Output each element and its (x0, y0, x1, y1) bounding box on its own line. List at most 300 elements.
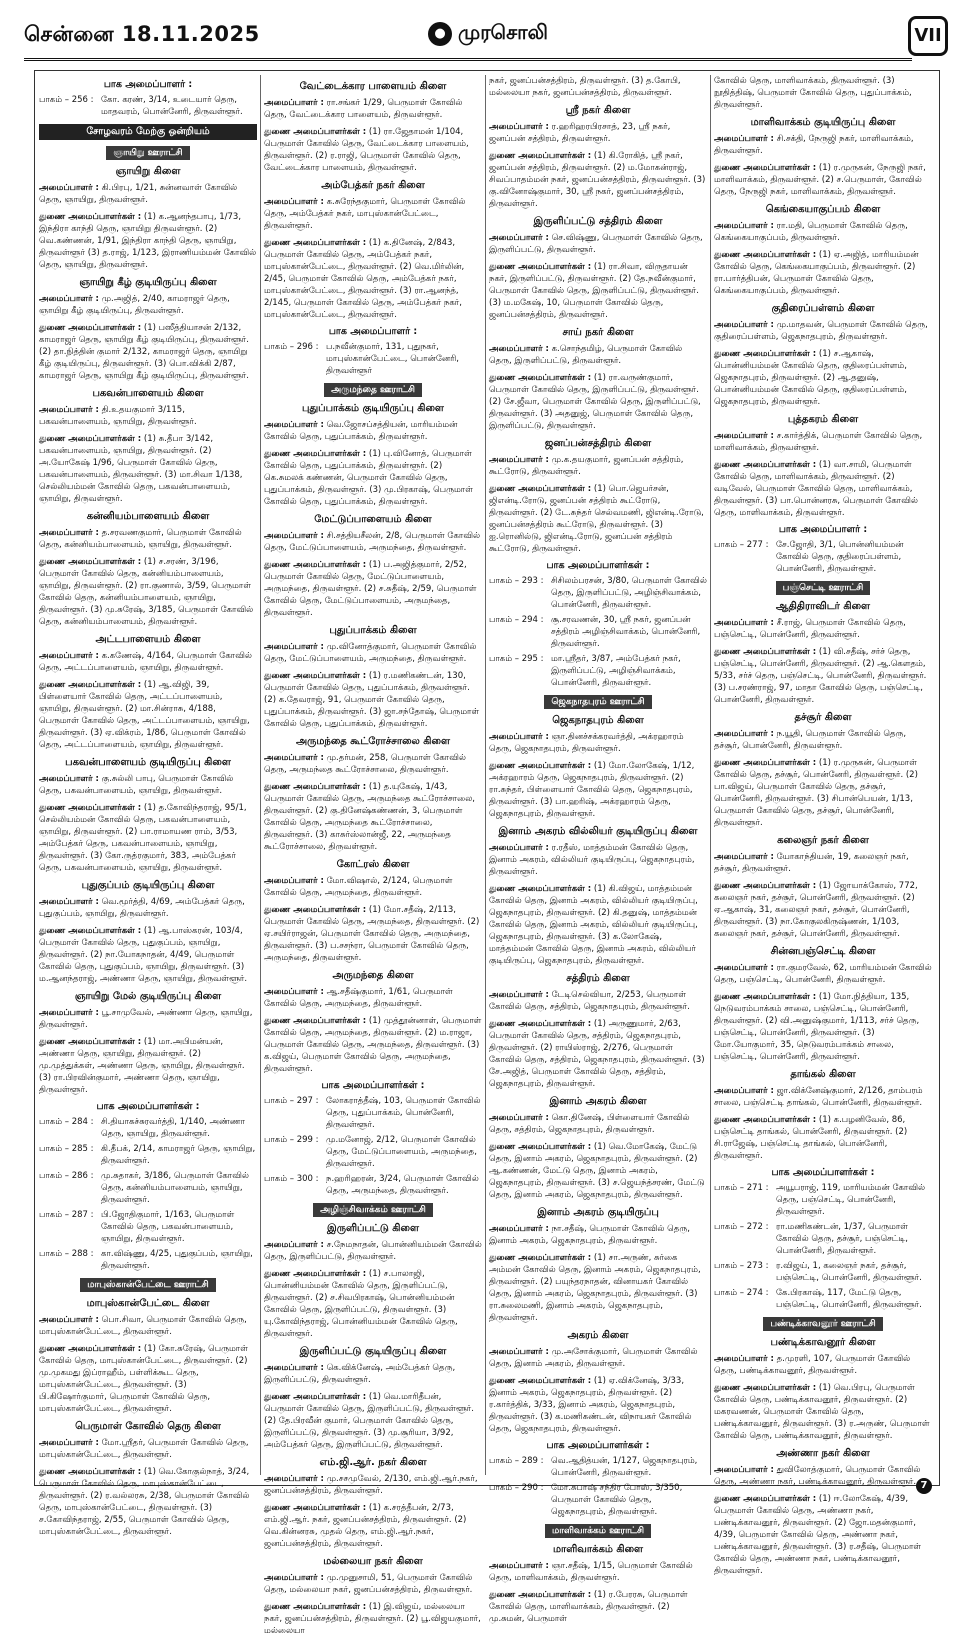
role-label: அமைப்பாளர் : (39, 1438, 99, 1448)
booth-organizer: கோ. கரண், 3/14, உடையார் தெரு, மாதவரம், பொன்னேரி, திருவள்ளூர். (101, 95, 243, 117)
branch-heading: சின்னபஞ்செட்டி கிளை (770, 946, 876, 957)
role-details: (1) க.பழனிவேல், 86, பஞ்செட்டி தாங்கல், பொன்னேரி, திருவள்ளூர். (2) சி.ராஜேஷ், பஞ்செட்டி தாங்கல், பொன்னேரி, திருவள்ளூர். (714, 1115, 908, 1161)
organizer-entry (489, 343, 707, 367)
organizer-entry (489, 232, 707, 256)
role-details: நகர், ஜனப்பன்சத்திரம், திருவள்ளூர். (3) த.கோபி, மல்லையா நகர், ஜனப்பன்சத்திரம், திருவள்ளூர். (489, 76, 681, 98)
column-2 (264, 75, 482, 1636)
role-details: (1) பஸீத்தியாசன் 2/132, காமராஜர் தெரு, ஞாயிறு கீழ் குடியிருப்பு, திருவள்ளூர். (2) தா.நித்தின் குமார் 2/132, காமராஜர் தெரு, ஞாயிறு கீழ் குடியிருப்பு, திருவள்ளூர். (3) பொ.விக்கி 2/87, காமராஜர் தெரு, ஞாயிறு கீழ் குடியிருப்பு, திருவள்ளூர். (39, 323, 249, 381)
role-label: துணை அமைப்பாளர்கள் : (489, 262, 592, 272)
booth-entry (264, 341, 482, 377)
booth-organizer: ரா.மணிகண்டன், 1/37, பெருமாள் கோவில் தெரு, தச்சூர், பஞ்செட்டி, பொன்னேரி, திருவள்ளூர். (776, 1222, 909, 1256)
role-label: துணை அமைப்பாளர்கள் : (489, 1590, 592, 1600)
role-details: (1) ஏ.அஜித், மாரியம்மன் கோவில் தெரு, கெங்கையாகுப்பம், திருவள்ளூர். (2) ரா.பார்த்திபன், பெருமாள் கோவில் தெரு, கெங்கையாகுப்பம், திருவள்ளூர். (714, 250, 919, 296)
booth-heading: பாக அமைப்பாளர்கள் : (321, 1080, 425, 1091)
organizer-entry (714, 1353, 932, 1377)
booth-number: பாகம் – 271 : (714, 1183, 769, 1193)
organizer-entry (39, 556, 257, 628)
masthead-brand (428, 20, 548, 47)
organizer-entry (489, 1018, 707, 1090)
branch-heading: ஜெகநாதபுரம் கிளை (552, 715, 644, 726)
column-divider (485, 75, 486, 1475)
organizer-entry (489, 1252, 707, 1324)
branch-heading: இருளிப்பட்டு கிளை (327, 1223, 419, 1234)
role-details: மோ.விஷால், 2/124, பெருமாள் கோவில் தெரு, அருமந்தை, திருவள்ளூர். (264, 876, 453, 898)
branch-heading: கோட்ரஸ் கிளை (336, 859, 410, 870)
branch-heading: ஞாயிறு மேல் குடியிருப்பு கிளை (74, 991, 222, 1002)
organizer-entry (714, 348, 932, 408)
column-divider (260, 75, 261, 1475)
branch-heading: புதுகுப்பம் குடியிருப்பு கிளை (81, 880, 215, 891)
panchayat-header: அழிஞ்சிவாக்கம் ஊராட்சி (313, 1203, 433, 1217)
organizer-entry (489, 1112, 707, 1136)
branch-heading: இருளிப்பட்டு குடியிருப்பு கிளை (299, 1346, 447, 1357)
role-details: துவிலோத்குமார், பெருமாள் கோவில் தெரு, அண்ணா நகர், பண்டிக்காவனூர், திருவள்ளூர். (714, 1465, 921, 1487)
organizer-entry (489, 261, 707, 321)
organizer-entry (39, 211, 257, 271)
role-label: அமைப்பாளர் : (489, 1347, 549, 1357)
booth-number: பாகம் – 256 : (39, 95, 94, 105)
role-label: துணை அமைப்பாளர்கள் : (489, 1142, 592, 1152)
role-details: கோவில் தெரு, மாளிவாக்கம், திருவள்ளூர். (3) நூதித்திஷ், பெருமாள் கோவில் தெரு, புதுப்பாக்கம், திருவள்ளூர். (714, 76, 912, 110)
booth-number: பாகம் – 272 : (714, 1222, 769, 1232)
role-details: (1) சு.தீபா 3/142, பகவன்பாளையம், ஞாயிறு, திருவள்ளூர். (2) அ.யோகேஷ் 1/96, பெருமாள் கோவில் தெரு, பகவன்பாளையம், திருவள்ளூர். (3) மா.சிவா 1/138, செல்லியம்மன் கோவில் தெரு, பகவன்பாளையம், ஞாயிறு, திருவள்ளூர். (39, 434, 243, 504)
branch-heading: ஜனப்பன்சத்திரம் கிளை (544, 438, 652, 449)
booth-organizer: ந.ஹரிஹரன், 3/24, பெருமாள் கோவில் தெரு, அருமந்தை, திருவள்ளூர். (326, 1174, 479, 1196)
booth-number: பாகம் – 277 : (714, 540, 769, 550)
role-label: துணை அமைப்பாளர்கள் : (489, 1376, 592, 1386)
column-4 (714, 75, 932, 1576)
role-label: துணை அமைப்பாளர்கள் : (714, 163, 817, 173)
column-3 (489, 75, 707, 1624)
role-details: (1) ரா.சிவா, விருதாயன் நகர், இருளிப்பட்டு, திருவள்ளூர். (2) தே.நவீன்குமார், பெருமாள் கோவில் தெரு, இருளிப்பட்டு, திருவள்ளூர். (3) ம.மகேஷ், 10, பெருமாள் கோவில் தெரு, ஜனப்பன்சத்திரம், திருவள்ளூர். (489, 262, 699, 320)
role-details: ரா.குமரவேல், 62, மாரியம்மன் கோவில் தெரு, பஞ்செட்டி, பொன்னேரி, திருவள்ளூர். (714, 963, 932, 985)
role-label: துணை அமைப்பாளர்கள் : (714, 1115, 817, 1125)
organizer-entry (264, 126, 482, 174)
organizer-entry (714, 1085, 932, 1109)
booth-number: பாகம் – 297 : (264, 1096, 319, 1106)
organizer-entry (39, 433, 257, 505)
booth-organizer: மா.ஸ்ரீதர், 3/87, அம்பேத்கர் நகர், இருளிப்பட்டு, அழிஞ்சிவாக்கம், பொன்னேரி, திருவள்ளூர். (551, 654, 681, 688)
branch-heading: புத்தகரம் கிளை (787, 414, 859, 425)
organizer-entry (714, 851, 932, 875)
booth-heading: பாக அமைப்பாளர்கள் : (546, 1440, 650, 1451)
role-details: (1) ர.முருகன், நேருஜி நகர், மாளிவாக்கம், திருவள்ளூர். (2) ச.பெருமாள், கோவில் தெரு, நேருஜி நகர், மாளிவாக்கம், திருவள்ளூர். (714, 163, 926, 197)
booth-number: பாகம் – 296 : (264, 342, 319, 352)
role-details: (1) ரா.ஜேதாமன் 1/104, பெருமாள் கோவில் தெரு, வேட்டைக்கார பாளையம், திருவள்ளூர். (2) ர.ராஜி, பெருமாள் கோவில் தெரு, வேட்டைக்கார பாளையம், திருவள்ளூர். (264, 127, 469, 173)
booth-heading: பாக அமைப்பாளர் : (328, 326, 418, 337)
organizer-entry (264, 196, 482, 232)
organizer-entry (39, 896, 257, 920)
booth-number: பாகம் – 295 : (489, 654, 544, 664)
organizer-entry (264, 1239, 482, 1263)
branch-heading: வேட்டைக்கார பாளையம் கிளை (299, 81, 447, 92)
organizer-entry (264, 1572, 482, 1596)
role-details: (1) த.கோவிந்தராஜ், 95/1, செல்லியம்மன் கோவில் தெரு, பகவன்பாளையம், ஞாயிறு, திருவள்ளூர். (2) பா.ராமாயண ராம், 3/53, அம்பேத்கர் தெரு, பகவன்பாளையம், ஞாயிறு, திருவள்ளூர். (3) கோ.ருத்ரகுமார், 383, அம்பேத்கர் தெரு, பகவன்பாளையம், ஞாயிறு, திருவள்ளூர். (39, 803, 247, 873)
booth-entry (714, 1287, 932, 1311)
role-details: (1) ர.முருகன், பெருமாள் கோவில் தெரு, தச்சூர், பொன்னேரி, திருவள்ளூர். (2) பா.விஜய், பெருமாள் கோவில் தெரு, தச்சூர், பொன்னேரி, திருவள்ளூர். (3) சிபான்பெயன், 1/13, பெருமாள் கோவில் தெரு, தச்சூர், பொன்னேரி, திருவள்ளூர். (714, 758, 918, 828)
role-label: துணை அமைப்பாளர்கள் : (264, 1016, 367, 1026)
booth-entry (489, 653, 707, 689)
role-label: துணை அமைப்பாளர்கள் : (714, 250, 817, 260)
organizer-entry (264, 875, 482, 899)
role-details: (1) ர.பேரரசு, பெருமாள் கோவில் தெரு, மாளிவாக்கம், திருவள்ளூர். (2) மு.சுமன், பெருமாள் (489, 1590, 688, 1624)
role-label: துணை அமைப்பாளர்கள் : (714, 460, 817, 470)
booth-number: பாகம் – 290 : (489, 1483, 544, 1493)
organizer-entry (39, 404, 257, 428)
panchayat-header: மாபுஸ்கான்பேட்டை ஊராட்சி (80, 1278, 215, 1292)
role-label: துணை அமைப்பாளர்கள் : (264, 1392, 367, 1402)
role-label: அமைப்பாளர் : (264, 876, 324, 886)
role-details: (1) க.தினேஷ், 2/843, பெருமாள் கோவில் தெரு, அம்பேத்கர் நகர், மாபுஸ்கான்பேட்டை, திருவள்ளூர். (2) வெ.மிர்லின், 2/45, பெருமாள் கோவில் தெரு, அம்பேத்கர் நகர், மாபுஸ்கான்பேட்டை, திருவள்ளூர். (3) ரா.ஆனந்த், 2/145, பெருமாள் கோவில் தெரு, அம்பேத்கர் நகர், மாபுஸ்கான்பேட்டை, திருவள்ளூர். (264, 238, 465, 320)
organizer-entry (39, 773, 257, 797)
booth-organizer: வெ.ஆதித்யன், 1/127, ஜெகநாதபுரம், பொன்னேரி, திருவள்ளூர். (551, 1456, 698, 1478)
role-label: துணை அமைப்பாளர்கள் : (714, 349, 817, 359)
role-label: துணை அமைப்பாளர்கள் : (264, 238, 367, 248)
branch-heading: அகரம் கிளை (567, 1330, 629, 1341)
organizer-entry (714, 75, 932, 111)
organizer-entry (489, 1589, 707, 1625)
organizer-entry (39, 925, 257, 985)
role-label: துணை அமைப்பாளர்கள் : (714, 1494, 817, 1504)
branch-heading: மாளிவாக்கம் கிளை (552, 1544, 644, 1555)
role-details: (1) ச.பாலாஜி, பொன்னியம்மன் கோவில் தெரு, இருளிப்பட்டு, திருவள்ளூர். (2) ச.சிவபிரகாஷ், பொன்னியம்மன் கோவில் தெரு, இருளிப்பட்டு, திருவள்ளூர். (3) யு.கோவிந்தராஜ், பொன்னியம்மன் கோவில் தெரு, திருவள்ளூர். (264, 1269, 458, 1339)
booth-organizer: கே.பிரகாஷ், 117, மேட்டு தெரு, பஞ்செட்டி, பொன்னேரி, திருவள்ளூர். (776, 1288, 922, 1310)
role-label: அமைப்பாளர் : (714, 618, 774, 628)
organizer-entry (489, 1346, 707, 1370)
role-details: மோ.ஸ்ரீதர், பெருமாள் கோவில் தெரு, மாபுஸ்கான்பேட்டை, திருவள்ளூர். (39, 1438, 249, 1460)
organizer-entry (714, 991, 932, 1063)
organizer-entry (264, 1502, 482, 1550)
role-label: துணை அமைப்பாளர்கள் : (264, 1269, 367, 1279)
role-details: ச.கார்த்திக், பெருமாள் கோவில் தெரு, மாளிவாக்கம், திருவள்ளூர். (714, 431, 923, 453)
role-label: அமைப்பாளர் : (264, 1573, 324, 1583)
role-label: துணை அமைப்பாளர்கள் : (489, 151, 592, 161)
branch-heading: ஞாயிறு கீழ் குடியிருப்பு கிளை (79, 277, 217, 288)
organizer-entry (714, 646, 932, 706)
booth-entry (714, 1182, 932, 1218)
branch-heading: மல்லையா நகர் கிளை (323, 1556, 423, 1567)
panchayat-header: ஜெகநாதபுரம் ஊராட்சி (544, 695, 651, 709)
role-details: மு.முனுசாமி, 51, பெருமாள் கோவில் தெரு, மல்லையா நகர், ஜனப்பன்சத்திரம், திருவள்ளூர். (264, 1573, 473, 1595)
organizer-entry (39, 182, 257, 206)
booth-entry (489, 614, 707, 650)
branch-heading: கன்னியம்பாளையம் கிளை (86, 511, 210, 522)
booth-number: பாகம் – 274 : (714, 1288, 769, 1298)
role-details: (1) கோ.சுரேஷ், பெருமாள் கோவில் தெரு, மாபுஸ்கான்பேட்டை, திருவள்ளூர். (2) மு.முகமது இப்ராஹீம், பள்ளிக்கூட தெரு, மாபுஸ்கான்பேட்டை, திருவள்ளூர். (3) பி.கிஷோர்குமார், பெருமாள் கோவில் தெரு, மாபுஸ்கான்பேட்டை, திருவள்ளூர். (39, 1344, 248, 1414)
booth-entry (39, 94, 257, 118)
organizer-entry (714, 220, 932, 244)
role-label: அமைப்பாளர் : (39, 294, 99, 304)
column-divider (710, 75, 711, 1475)
booth-number: பாகம் – 289 : (489, 1456, 544, 1466)
branch-heading: இருளிப்பட்டு சத்திரம் கிளை (533, 216, 663, 227)
role-label: துணை அமைப்பாளர்கள் : (264, 905, 367, 915)
booth-organizer: லோகராத்தீஷ், 103, பெருமாள் கோவில் தெரு, புதுப்பாக்கம், பொன்னேரி, திருவள்ளூர். (326, 1096, 481, 1130)
organizer-entry (39, 293, 257, 317)
booth-entry (489, 575, 707, 611)
booth-organizer: ர.விஜய், 1, கலைஞர் நகர், தச்சூர், பஞ்செட்டி, பொன்னேரி, திருவள்ளூர். (776, 1261, 922, 1283)
organizer-entry (489, 760, 707, 820)
booth-heading: பாக அமைப்பாளர் : (103, 79, 193, 90)
role-label: துணை அமைப்பாளர்கள் : (714, 1383, 817, 1393)
role-details: ஆ.சதீஷ்குமார், 1/61, பெருமாள் கோவில் தெரு, அருமந்தை, திருவள்ளூர். (264, 987, 453, 1009)
newspaper-name: முரசொலி (458, 20, 548, 44)
branch-heading: அட்டபாளையம் கிளை (95, 634, 201, 645)
organizer-entry (714, 249, 932, 297)
role-details: (1) வெ.பிரபு, பெருமாள் கோவில் தெரு, பண்டிக்காவனூர், திருவள்ளூர். (2) மகரவணன், பெருமாள் கோவில் தெரு, பண்டிக்காவனூர், திருவள்ளூர். (3) ர.அருண், பெருமாள் கோவில் தெரு, பண்டிக்காவனூர், திருவள்ளூர். (714, 1383, 930, 1441)
organizer-entry (264, 1391, 482, 1451)
booth-entry (39, 1170, 257, 1206)
role-label: துணை அமைப்பாளர்கள் : (714, 881, 817, 891)
role-label: அமைப்பாளர் : (39, 183, 99, 193)
organizer-entry (489, 883, 707, 967)
role-details: (1) த.யுகேஷ், 1/43, பெருமாள் கோவில் தெரு, அருமந்தை கூட்ரோச்சாலை, திருவள்ளூர். (2) கு.தினேஷ்கண்ணன், 3, பெருமாள் கோவில் தெரு, அருமந்தை கூட்ரோச்சாலை, திருவள்ளூர். (3) காசுர்ஸ்லான்ஜீ, 22, அருமந்தை கூட்ரோச்சாலை, திருவள்ளூர். (264, 782, 475, 852)
booth-entry (264, 1173, 482, 1197)
content-frame (34, 70, 940, 1636)
role-details: ந.யூதி, பெருமாள் கோவில் தெரு, தச்சூர், பொன்னேரி, திருவள்ளூர். (714, 729, 907, 751)
organizer-entry (39, 1437, 257, 1461)
masthead-rule (24, 58, 912, 61)
branch-heading: அருமந்தை கிளை (332, 970, 414, 981)
role-label: அமைப்பாளர் : (39, 1315, 99, 1325)
role-label: அமைப்பாளர் : (264, 98, 324, 108)
role-details: வெ.ஜோசப்சத்தியன், மாரியம்மன் கோவில் தெரு, புதுப்பாக்கம், திருவள்ளூர். (264, 420, 458, 442)
role-details: (1) கி.ரோகித், ஸ்ரீ நகர், ஜனப்பன் சத்திரம், திருவள்ளூர். (2) ம.மோகன்ராஜ், சிவப்பாதம்மன் நகர், ஜனப்பன்சத்திரம், திருவள்ளூர். (3) கு.வினோஷ்குமார், 30, ஸ்ரீ நகர், ஜனப்பன்சத்திரம், திருவள்ளூர். (489, 151, 706, 209)
organizer-entry (489, 121, 707, 145)
role-label: அமைப்பாளர் : (489, 233, 549, 243)
role-details: ஞா.சதீஷ், 1/15, பெருமாள் கோவில் தெரு, மாளிவாக்கம், திருவள்ளூர். (489, 1561, 693, 1583)
branch-heading: ஆதிதிராவிடர் கிளை (775, 601, 871, 612)
organizer-entry (714, 459, 932, 519)
role-details: சி.சத்தியசீலன், 2/8, பெருமாள் கோவில் தெரு, மேட்டுப்பாளையம், அருமந்தை, திருவள்ளூர். (264, 531, 481, 553)
role-label: துணை அமைப்பாளர்கள் : (489, 373, 592, 383)
role-details: பூ.சாமுவேல், அண்ணா தெரு, ஞாயிறு, திருவள்ளூர். (39, 1008, 253, 1030)
organizer-entry (489, 1375, 707, 1435)
role-label: துணை அமைப்பாளர்கள் : (264, 782, 367, 792)
booth-entry (714, 1221, 932, 1257)
organizer-entry (39, 1314, 257, 1338)
booth-organizer: சே.ஜோதி, 3/1, பொன்னியம்மன் கோவில் தெரு, குதிரைப்பள்ளம், பொன்னேரி, திருவள்ளூர். (776, 540, 904, 574)
role-details: க.சுரேந்தகுமார், பெருமாள் கோவில் தெரு, அம்பேத்கர் நகர், மாபுஸ்கான்பேட்டை, திருவள்ளூர். (264, 197, 466, 231)
organizer-entry (39, 802, 257, 874)
role-details: (1) முத்தூன்னாள், பெருமாள் கோவில் தெரு, அருமந்தை, திருவள்ளூர். (2) ம.ராஜா, பெருமாள் கோவில் தெரு, அருமந்தை, திருவள்ளூர். (3) க.விஜய், பெருமாள் கோவில் தெரு, அருமந்தை, திருவள்ளூர். (264, 1016, 482, 1074)
organizer-entry (714, 1493, 932, 1577)
role-label: துணை அமைப்பாளர்கள் : (489, 1019, 592, 1029)
booth-organizer: மு.சுதாகர், 3/186, பெருமாள் கோவில் தெரு, கன்னியம்பாளையம், ஞாயிறு, திருவள்ளூர். (101, 1171, 249, 1205)
role-details: (1) ஆ.விஜி, 39, பிள்ளையார் கோவில் தெரு, அட்டப்பாளையம், ஞாயிறு, திருவள்ளூர். (2) மா.சின்ராசு, 4/188, பெருமாள் கோவில் தெரு, அட்டப்பாளையம், ஞாயிறு, திருவள்ளூர். (3) ஏ.விக்ரம், 1/86, பெருமாள் கோவில் தெரு, அட்டப்பாளையம், ஞாயிறு, திருவள்ளூர். (39, 680, 250, 750)
role-details: (1) மோ.சதீஷ், 2/113, பெருமாள் கோவில் தெரு, அருமந்தை, திருவள்ளூர். (2) ஏ.சயிர்ராஜன், பெருமாள் கோவில் தெரு, அருமந்தை, திருவள்ளூர். (3) ப.சசந்ரா, பெருமாள் கோவில் தெரு, அருமந்தை, திருவள்ளூர். (264, 905, 480, 963)
branch-heading: இனாம் அகரம் கிளை (549, 1096, 647, 1107)
organizer-entry (264, 419, 482, 443)
organizer-entry (264, 559, 482, 619)
role-label: அமைப்பாளர் : (489, 1113, 549, 1123)
column-1 (39, 75, 257, 1537)
booth-entry (714, 539, 932, 575)
role-details: ச.நேமநாதன், பொன்னியம்மன் கோவில் தெரு, இருளிப்பட்டு, திருவள்ளூர். (264, 1240, 482, 1262)
role-label: அமைப்பாளர் : (264, 1474, 324, 1484)
role-label: அமைப்பாளர் : (714, 1354, 774, 1364)
branch-heading: ஸ்ரீ நகர் கிளை (565, 105, 631, 116)
booth-heading: பாக அமைப்பாளர்கள் : (771, 1167, 875, 1178)
booth-organizer: சி.தியாகச்சுரவர்த்தி, 1/140, அண்ணா தெரு, ஞாயிறு, திருவள்ளூர். (101, 1117, 246, 1139)
role-label: அமைப்பாளர் : (714, 963, 774, 973)
role-details: கு.சுல்லி பாபு, பெருமாள் கோவில் தெரு, பகவன்பாளையம், ஞாயிறு, திருவள்ளூர். (39, 774, 234, 796)
booth-number: பாகம் – 284 : (39, 1117, 94, 1127)
organizer-entry (714, 162, 932, 198)
organizer-entry (489, 731, 707, 755)
role-label: அமைப்பாளர் : (714, 1086, 774, 1096)
role-label: அமைப்பாளர் : (264, 420, 324, 430)
organizer-entry (264, 752, 482, 776)
role-label: அமைப்பாளர் : (39, 774, 99, 784)
branch-heading: மாபுஸ்கான்பேட்டை கிளை (86, 1298, 210, 1309)
role-details: (1) ப.அஜித்குமார், 2/52, பெருமாள் கோவில் தெரு, மேட்டுப்பாளையம், அருமந்தை, திருவள்ளூர். (2) ச.சுதீஷ், 2/59, பெருமாள் கோவில் தெரு, மேட்டுப்பாளையம், அருமந்தை, திருவள்ளூர். (264, 560, 477, 618)
organizer-entry (264, 904, 482, 964)
role-details: (1) மா.அபிமன்யன், அண்ணா தெரு, ஞாயிறு, திருவள்ளூர். (2) மு.முத்துக்கள், அண்ணா தெரு, ஞாயிறு, திருவள்ளூர். (3) ரா.பிரவின்குமார், அண்ணா தெரு, ஞாயிறு, திருவள்ளூர். (39, 1037, 245, 1095)
booth-entry (714, 1260, 932, 1284)
role-label: துணை அமைப்பாளர்கள் : (264, 127, 367, 137)
role-label: துணை அமைப்பாளர்கள் : (39, 803, 142, 813)
role-details: (1) அருணுமார், 2/63, பெருமாள் கோவில் தெரு, சத்திரம், ஜெகநாதபுரம், திருவள்ளூர். (2) ராயிஸ்ராஜ், 2/276, பெருமாள் கோவில் தெரு, சத்திரம், ஜெகநாதபுரம், திருவள்ளூர். (3) சே.அஜித், பெருமாள் கோவில் தெரு, சத்திரம், ஜெகநாதபுரம், திருவள்ளூர். (489, 1019, 705, 1089)
organizer-entry (264, 237, 482, 321)
role-details: (1) சா.அருண், சுர்கை அம்மன் கோவில் தெரு, இனாம் அகரம், ஜெகநாதபுரம், திருவள்ளூர். (2) பயுந்தரநாதன், வினாயகர் கோவில் தெரு, இனாம் அகரம், ஜெகநாதபுரம், திருவள்ளூர். (3) ரா.சுலைமணி, இனாம் அகரம், ஜெகநாதபுரம், திருவள்ளூர். (489, 1253, 701, 1323)
branch-heading: பெருமாள் கோவில் தெரு கிளை (75, 1421, 221, 1432)
role-details: (1) ர.மணிகண்டன், 130, பெருமாள் கோவில் தெரு, புதுப்பாக்கம், திருவள்ளூர். (2) க.தேவராஜ், 91, பெருமாள் கோவில் தெரு, புதுப்பாக்கம், திருவள்ளூர். (3) ஜா.சந்தோஷ், பெருமாள் கோவில் தெரு, புதுப்பாக்கம், திருவள்ளூர். (264, 671, 480, 729)
role-label: துணை அமைப்பாளர்கள் : (39, 926, 142, 936)
branch-heading: இனாம் அகரம் குடியிருப்பு (537, 1207, 659, 1218)
union-section-header: சோழவரம் மேற்கு ஒன்றியம் (39, 124, 257, 140)
role-details: (1) க.ஆனந்தபாபு, 1/73, இந்திரா காந்தி தெரு, ஞாயிறு திருவள்ளூர். (2) வெ.கண்ணன், 1/91, இந்திரா காந்தி தெரு, ஞாயிறு, திருவள்ளூர் (3) த.ராஜ், 1/123, இராணியம்மன் கோவில் தெரு, ஞாயிறு, திருவள்ளூர். (39, 212, 257, 270)
role-details: (1) பொ.ஜெபர்சன், ஜிஎன்டி.ரோடு, ஜனப்பன் சத்திரம் கூட்ரோடு, திருவள்ளூர். (2) டே.சுந்தர் செல்வமணி, ஜிஎன்டி.ரோடு, ஜனப்பன்சத்திரம் கூட்ரோடு, திருவள்ளூர். (3) ஐ.ரொனில்டு, ஜிஎன்டி.ரோடு, ஜனப்பன் சத்திரம் கூட்ரோடு, திருவள்ளூர். (489, 484, 704, 554)
booth-entry (39, 1116, 257, 1140)
branch-heading: புதுப்பாக்கம் கிளை (329, 625, 417, 636)
role-details: மு.மாதவன், பெருமாள் கோவில் தெரு, குதிரைப்பள்ளம், ஜெகநாதபுரம், திருவள்ளூர். (714, 320, 928, 342)
role-details: ஜா.விக்னேஷ்குமார், 2/126, தாம்பரம் சாலை, பஞ்செட்டி தாங்கல், பொன்னேரி, திருவள்ளூர். (714, 1086, 923, 1108)
role-label: அமைப்பாளர் : (489, 344, 549, 354)
role-details: கொ.தினேஷ், பிள்ளையார் கோவில் தெரு, சத்திரம், ஜெகநாதபுரம், திருவள்ளூர். (489, 1113, 690, 1135)
organizer-entry (39, 650, 257, 674)
role-label: அமைப்பாளர் : (264, 531, 324, 541)
role-label: துணை அமைப்பாளர்கள் : (39, 557, 142, 567)
booth-organizer: கா.விஷ்ணு, 4/25, புதுகுப்பம், ஞாயிறு, திருவள்ளூர். (101, 1249, 253, 1271)
organizer-entry (714, 757, 932, 829)
role-details: (1) க.சரத்தீபன், 2/73, எம்.ஜி.ஆர். நகர், ஜனப்பன்சத்திரம், திருவள்ளூர். (2) வெ.கின்னரசு, முதல் தெரு, எம்.ஜி.ஆர்.நகர், ஜனப்பன்சத்திரம், திருவள்ளூர். (264, 1503, 467, 1549)
role-details: ர.ரதீஸ், மாத்தம்மன் கோவில் தெரு, இனாம் அகரம், வில்லியர் குடியிருப்பு, ஜெகநாதபுரம், திருவள்ளூர். (489, 843, 695, 877)
role-details: (1) வெ.மோகேஷ், மேட்டு தெரு, இனாம் அகரம், ஜெகநாதபுரம், திருவள்ளூர். (2) ஆ.கண்ணன், மேட்டு தெரு, இனாம் அகரம், ஜெகநாதபுரம், திருவள்ளூர். (3) ச.ஜெயந்த்சரண், மேட்டு தெரு, இனாம் அகரம், ஜெகநாதபுரம், திருவள்ளூர். (489, 1142, 705, 1200)
booth-organizer: அயூபராஜ், 119, மாரியம்மன் கோவில் தெரு, பஞ்செட்டி, பொன்னேரி, திருவள்ளூர். (776, 1183, 926, 1217)
organizer-entry (264, 448, 482, 508)
branch-heading: பண்டிக்காவனூர் கிளை (770, 1337, 876, 1348)
organizer-entry (264, 530, 482, 554)
organizer-entry (489, 1223, 707, 1247)
organizer-entry (39, 1036, 257, 1096)
booth-organizer: மோ.சுபாஷ் சந்திர போஸ், 3/350, பெருமாள் கோவில் தெரு, ஜெகநாதபுரம், திருவள்ளூர். (551, 1483, 683, 1517)
role-details: (1) வா.சாமி, பெருமாள் கோவில் தெரு, மாளிவாக்கம், திருவள்ளூர். (2) வடிவேல், பெருமாள் கோவில் தெரு, மாளிவாக்கம், திருவள்ளூர். (3) பா.பொன்னரசு, பெருமாள் கோவில் தெரு, மாளிவாக்கம், திருவள்ளூர். (714, 460, 918, 518)
role-details: (1) பு.வினோத், பெருமாள் கோவில் தெரு, புதுப்பாக்கம், திருவள்ளூர். (2) கெ.சுமலக் கண்ணன், பெருமாள் கோவில் தெரு, புதுப்பாக்கம், திருவள்ளூர். (3) மு.பிரகாஷ், பெருமாள் கோவில் தெரு, புதுப்பாக்கம், திருவள்ளூர். (264, 449, 473, 507)
booth-organizer: மு.மனோஜ், 2/12, பெருமாள் கோவில் தெரு, மேட்டுப்பாளையம், அருமந்தை, திருவள்ளூர். (326, 1135, 477, 1169)
organizer-entry (489, 483, 707, 555)
role-details: ரா.மதி, பெருமாள் கோவில் தெரு, கெங்கையாகுப்பம், திருவள்ளூர். (714, 221, 908, 243)
role-details: வெ.மூர்த்தி, 4/69, அம்பேத்கர் தெரு, புதுகுப்பம், ஞாயிறு, திருவள்ளூர். (39, 897, 245, 919)
role-label: துணை அமைப்பாளர்கள் : (39, 680, 142, 690)
role-label: அமைப்பாளர் : (714, 134, 774, 144)
organizer-entry (39, 1007, 257, 1031)
role-details: (1) ரா.வருண்குமார், பெருமாள் கோவில் தெரு, இருளிப்பட்டு, திருவள்ளூர். (2) சே.ஜீவா, பெருமாள் கோவில் தெரு, இருளிப்பட்டு, திருவள்ளூர். (3) அதனுஜ், பெருமாள் கோவில் தெரு, இருளிப்பட்டு, திருவள்ளூர். (489, 373, 701, 431)
organizer-entry (714, 728, 932, 752)
role-label: அமைப்பாளர் : (489, 990, 549, 1000)
branch-heading: தச்சூர் கிளை (794, 712, 852, 723)
role-details: த.சரவணகுமார், பெருமாள் கோவில் தெரு, கன்னியம்பாளையம், ஞாயிறு, திருவள்ளூர். (39, 528, 242, 550)
role-details: (1) ச.ஆகாஷ், பொன்னியம்மன் கோவில் தெரு, குதிரைப்பள்ளம், ஜெகநாதபுரம், திருவள்ளூர். (2) ஆ.தனுஷ், பொன்னியம்மன் கோவில் தெரு, குதிரைப்பள்ளம், ஜெகநாதபுரம், திருவள்ளூர். (714, 349, 907, 407)
role-label: துணை அமைப்பாளர்கள் : (264, 1503, 367, 1513)
organizer-entry (489, 842, 707, 878)
panchayat-header: மாளிவாக்கம் ஊராட்சி (545, 1524, 651, 1538)
panchayat-header: அருமந்தை ஊராட்சி (324, 383, 422, 397)
role-details: (1) வெ.மாரிதீபன், பெருமாள் கோவில் தெரு, இருளிப்பட்டு, திருவள்ளூர். (2) தே.பிரவீன் குமார், பெருமாள் கோவில் தெரு, இருளிப்பட்டு, திருவள்ளூர். (3) மு.சூரியா, 3/92, அம்பேத்கர் தெரு, இருளிப்பட்டு, திருவள்ளூர். (264, 1392, 474, 1450)
role-label: அமைப்பாளர் : (714, 1465, 774, 1475)
role-label: அமைப்பாளர் : (489, 843, 549, 853)
role-details: மு.க.தயகுமார், ஜனப்பன் சத்திரம், கூட்ரோடு, திருவள்ளூர். (489, 455, 684, 477)
role-label: அமைப்பாளர் : (264, 753, 324, 763)
organizer-entry (39, 679, 257, 751)
booth-entry (264, 1134, 482, 1170)
booth-number: பாகம் – 288 : (39, 1249, 94, 1259)
booth-number: பாகம் – 287 : (39, 1210, 94, 1220)
role-label: துணை அமைப்பாளர்கள் : (39, 1467, 142, 1477)
branch-heading: கலைஞர் நகர் கிளை (777, 835, 869, 846)
role-details: ர.ஹரிஹரபிரசாத், 23, ஸ்ரீ நகர், ஜனப்பன் சத்திரம், திருவள்ளூர். (489, 122, 671, 144)
booth-heading: பாக அமைப்பாளர்கள் : (546, 560, 650, 571)
organizer-entry (264, 1015, 482, 1075)
branch-heading: எம்.ஜி.ஆர். நகர் கிளை (319, 1457, 427, 1468)
role-details: ரா.சங்கர் 1/29, பெருமாள் கோவில் தெரு, வேட்டைக்கார பாளையம், திருவள்ளூர். (264, 98, 463, 120)
branch-heading: அண்ணா நகர் கிளை (776, 1448, 870, 1459)
role-label: துணை அமைப்பாளர்கள் : (714, 758, 817, 768)
branch-heading: பகவன்பாளையம் கிளை (92, 388, 204, 399)
booth-heading: பாக அமைப்பாளர் : (778, 524, 868, 535)
organizer-entry (264, 1362, 482, 1386)
role-label: அமைப்பாளர் : (264, 197, 324, 207)
organizer-entry (489, 1560, 707, 1584)
role-details: பொ.சிவா, பெருமாள் கோவில் தெரு, மாபுஸ்கான்பேட்டை, திருவள்ளூர். (39, 1315, 247, 1337)
role-details: மு.தர்மன், 258, பெருமாள் கோவில் தெரு, அருமந்தை கூட்ரோச்சாலை, திருவள்ளூர். (264, 753, 466, 775)
role-details: யோகாந்தியன், 19, கலைஞர் நகர், தச்சூர், திருவள்ளூர். (714, 852, 909, 874)
role-details: (1) மோ.நித்தியா, 135, நெடுவரம்பாக்கம் சாலை, பஞ்செட்டி, பொன்னேரி, திருவள்ளூர். (2) வி.அனுஷ்குமார், 1/113, சர்ச் தெரு, பஞ்செட்டி, பொன்னேரி, திருவள்ளூர். (3) மோ.யோகுமார், 35, நெடுவரம்பாக்கம் சாலை, பஞ்செட்டி, பொன்னேரி, திருவள்ளூர். (714, 992, 920, 1062)
elephant-logo-icon: ● (428, 22, 452, 46)
booth-entry (39, 1143, 257, 1167)
branch-heading: பகவன்பாளையம் குடியிருப்பு கிளை (65, 757, 231, 768)
role-details: க.கணேஷ், 4/164, பெருமாள் கோவில் தெரு, அட்டப்பாளையம், ஞாயிறு, திருவள்ளூர். (39, 651, 252, 673)
booth-entry (489, 1482, 707, 1518)
role-label: துணை அமைப்பாளர்கள் : (714, 647, 817, 657)
role-details: (1) வி.சதீஷ், சர்ச் தெரு, பஞ்செட்டி, பொன்னேரி, திருவள்ளூர். (2) ஆ.கௌதம், 5/33, சர்ச் தெரு, பஞ்செட்டி, பொன்னேரி, திருவள்ளூர். (3) ப.சரண்ராஜ், 97, மாதா கோவில் தெரு, பஞ்செட்டி, பொன்னேரி, திருவள்ளூர். (714, 647, 927, 705)
booth-organizer: கி.தீபக், 2/14, காமராஜர் தெரு, ஞாயிறு, திருவள்ளூர். (101, 1144, 256, 1166)
organizer-entry (489, 75, 707, 99)
organizer-entry (489, 1141, 707, 1201)
role-label: துணை அமைப்பாளர்கள் : (489, 761, 592, 771)
branch-heading: அருமந்தை கூட்ரோச்சாலை கிளை (295, 736, 450, 747)
booth-organizer: சிசிலம்பரசன், 3/80, பெருமாள் கோவில் தெரு, இருளிப்பட்டு, அழிஞ்சிவாக்கம், பொன்னேரி, திருவள்ளூர். (551, 576, 707, 610)
branch-heading: அம்பேத்கர் நகர் கிளை (321, 180, 425, 191)
booth-organizer: பி.ஜோதிகுமார், 1/163, பெருமாள் கோவில் தெரு, பகவன்பாளையம், ஞாயிறு, திருவள்ளூர். (101, 1210, 235, 1244)
organizer-entry (489, 372, 707, 432)
organizer-entry (264, 986, 482, 1010)
organizer-entry (714, 1382, 932, 1442)
role-label: அமைப்பாளர் : (489, 1561, 549, 1571)
panchayat-header: பண்டிக்காவனூர் ஊராட்சி (763, 1317, 882, 1331)
organizer-entry (264, 781, 482, 853)
role-details: செ.விஷ்ணு, பெருமாள் கோவில் தெரு, இருளிப்பட்டு, திருவள்ளூர். (489, 233, 703, 255)
